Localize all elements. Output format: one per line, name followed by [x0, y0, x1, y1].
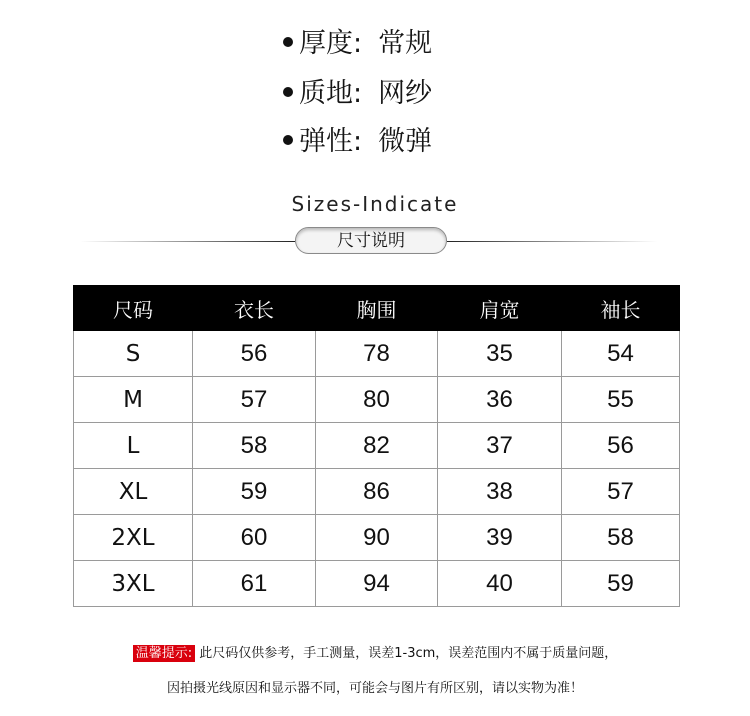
table-row [74, 331, 680, 377]
table-header-row [74, 286, 680, 331]
cell-size: XL [74, 469, 193, 515]
cell-length: 59 [193, 469, 316, 515]
cell-bust: 90 [316, 515, 438, 561]
cell-size: 3XL [74, 561, 193, 607]
cell-length: 57 [193, 377, 316, 423]
cell-shoulder: 35 [438, 331, 562, 377]
bullet-icon [283, 135, 293, 145]
divider-right [447, 241, 657, 242]
cell-sleeve: 57 [562, 469, 680, 515]
attribute-value: 网纱 [378, 78, 433, 109]
table-row [74, 561, 680, 607]
attribute-texture [283, 77, 432, 111]
divider-left [80, 241, 295, 242]
cell-bust: 80 [316, 377, 438, 423]
table-row [74, 515, 680, 561]
notice-text-2: 因拍摄光线原因和显示器不同，可能会与图片有所区别，请以实物为准！ [166, 681, 583, 696]
attribute-label: 质地: [299, 78, 363, 109]
cell-size: 2XL [74, 515, 193, 561]
attribute-thickness [283, 27, 432, 61]
cell-shoulder: 37 [438, 423, 562, 469]
cell-size: M [74, 377, 193, 423]
section-title: Sizes-Indicate [291, 192, 459, 216]
attribute-label: 弹性: [299, 126, 363, 157]
notice-line-1 [0, 642, 750, 661]
cell-length: 56 [193, 331, 316, 377]
cell-length: 58 [193, 423, 316, 469]
bullet-icon [283, 87, 293, 97]
cell-size: L [74, 423, 193, 469]
cell-bust: 94 [316, 561, 438, 607]
section-subtitle-pill: 尺寸说明 [295, 227, 447, 254]
attribute-elasticity [283, 125, 432, 159]
notice-label: 温馨提示: [133, 645, 195, 662]
cell-bust: 82 [316, 423, 438, 469]
cell-bust: 86 [316, 469, 438, 515]
header-shoulder: 肩宽 [438, 286, 562, 331]
table-row [74, 377, 680, 423]
size-table [73, 285, 680, 607]
cell-sleeve: 56 [562, 423, 680, 469]
bullet-icon [283, 37, 293, 47]
header-bust: 胸围 [316, 286, 438, 331]
notice-line-2 [0, 677, 750, 696]
cell-size: S [74, 331, 193, 377]
notice-text-1: 此尺码仅供参考，手工测量，误差1-3cm，误差范围内不属于质量问题， [199, 646, 618, 661]
cell-length: 61 [193, 561, 316, 607]
cell-shoulder: 38 [438, 469, 562, 515]
cell-shoulder: 36 [438, 377, 562, 423]
cell-sleeve: 55 [562, 377, 680, 423]
table-row [74, 423, 680, 469]
attribute-value: 微弹 [378, 126, 433, 157]
cell-length: 60 [193, 515, 316, 561]
header-length: 衣长 [193, 286, 316, 331]
cell-shoulder: 40 [438, 561, 562, 607]
cell-bust: 78 [316, 331, 438, 377]
header-sleeve: 袖长 [562, 286, 680, 331]
cell-sleeve: 54 [562, 331, 680, 377]
header-size: 尺码 [74, 286, 193, 331]
cell-sleeve: 58 [562, 515, 680, 561]
cell-sleeve: 59 [562, 561, 680, 607]
attribute-value: 常规 [378, 28, 433, 59]
cell-shoulder: 39 [438, 515, 562, 561]
table-row [74, 469, 680, 515]
attribute-label: 厚度: [299, 28, 363, 59]
